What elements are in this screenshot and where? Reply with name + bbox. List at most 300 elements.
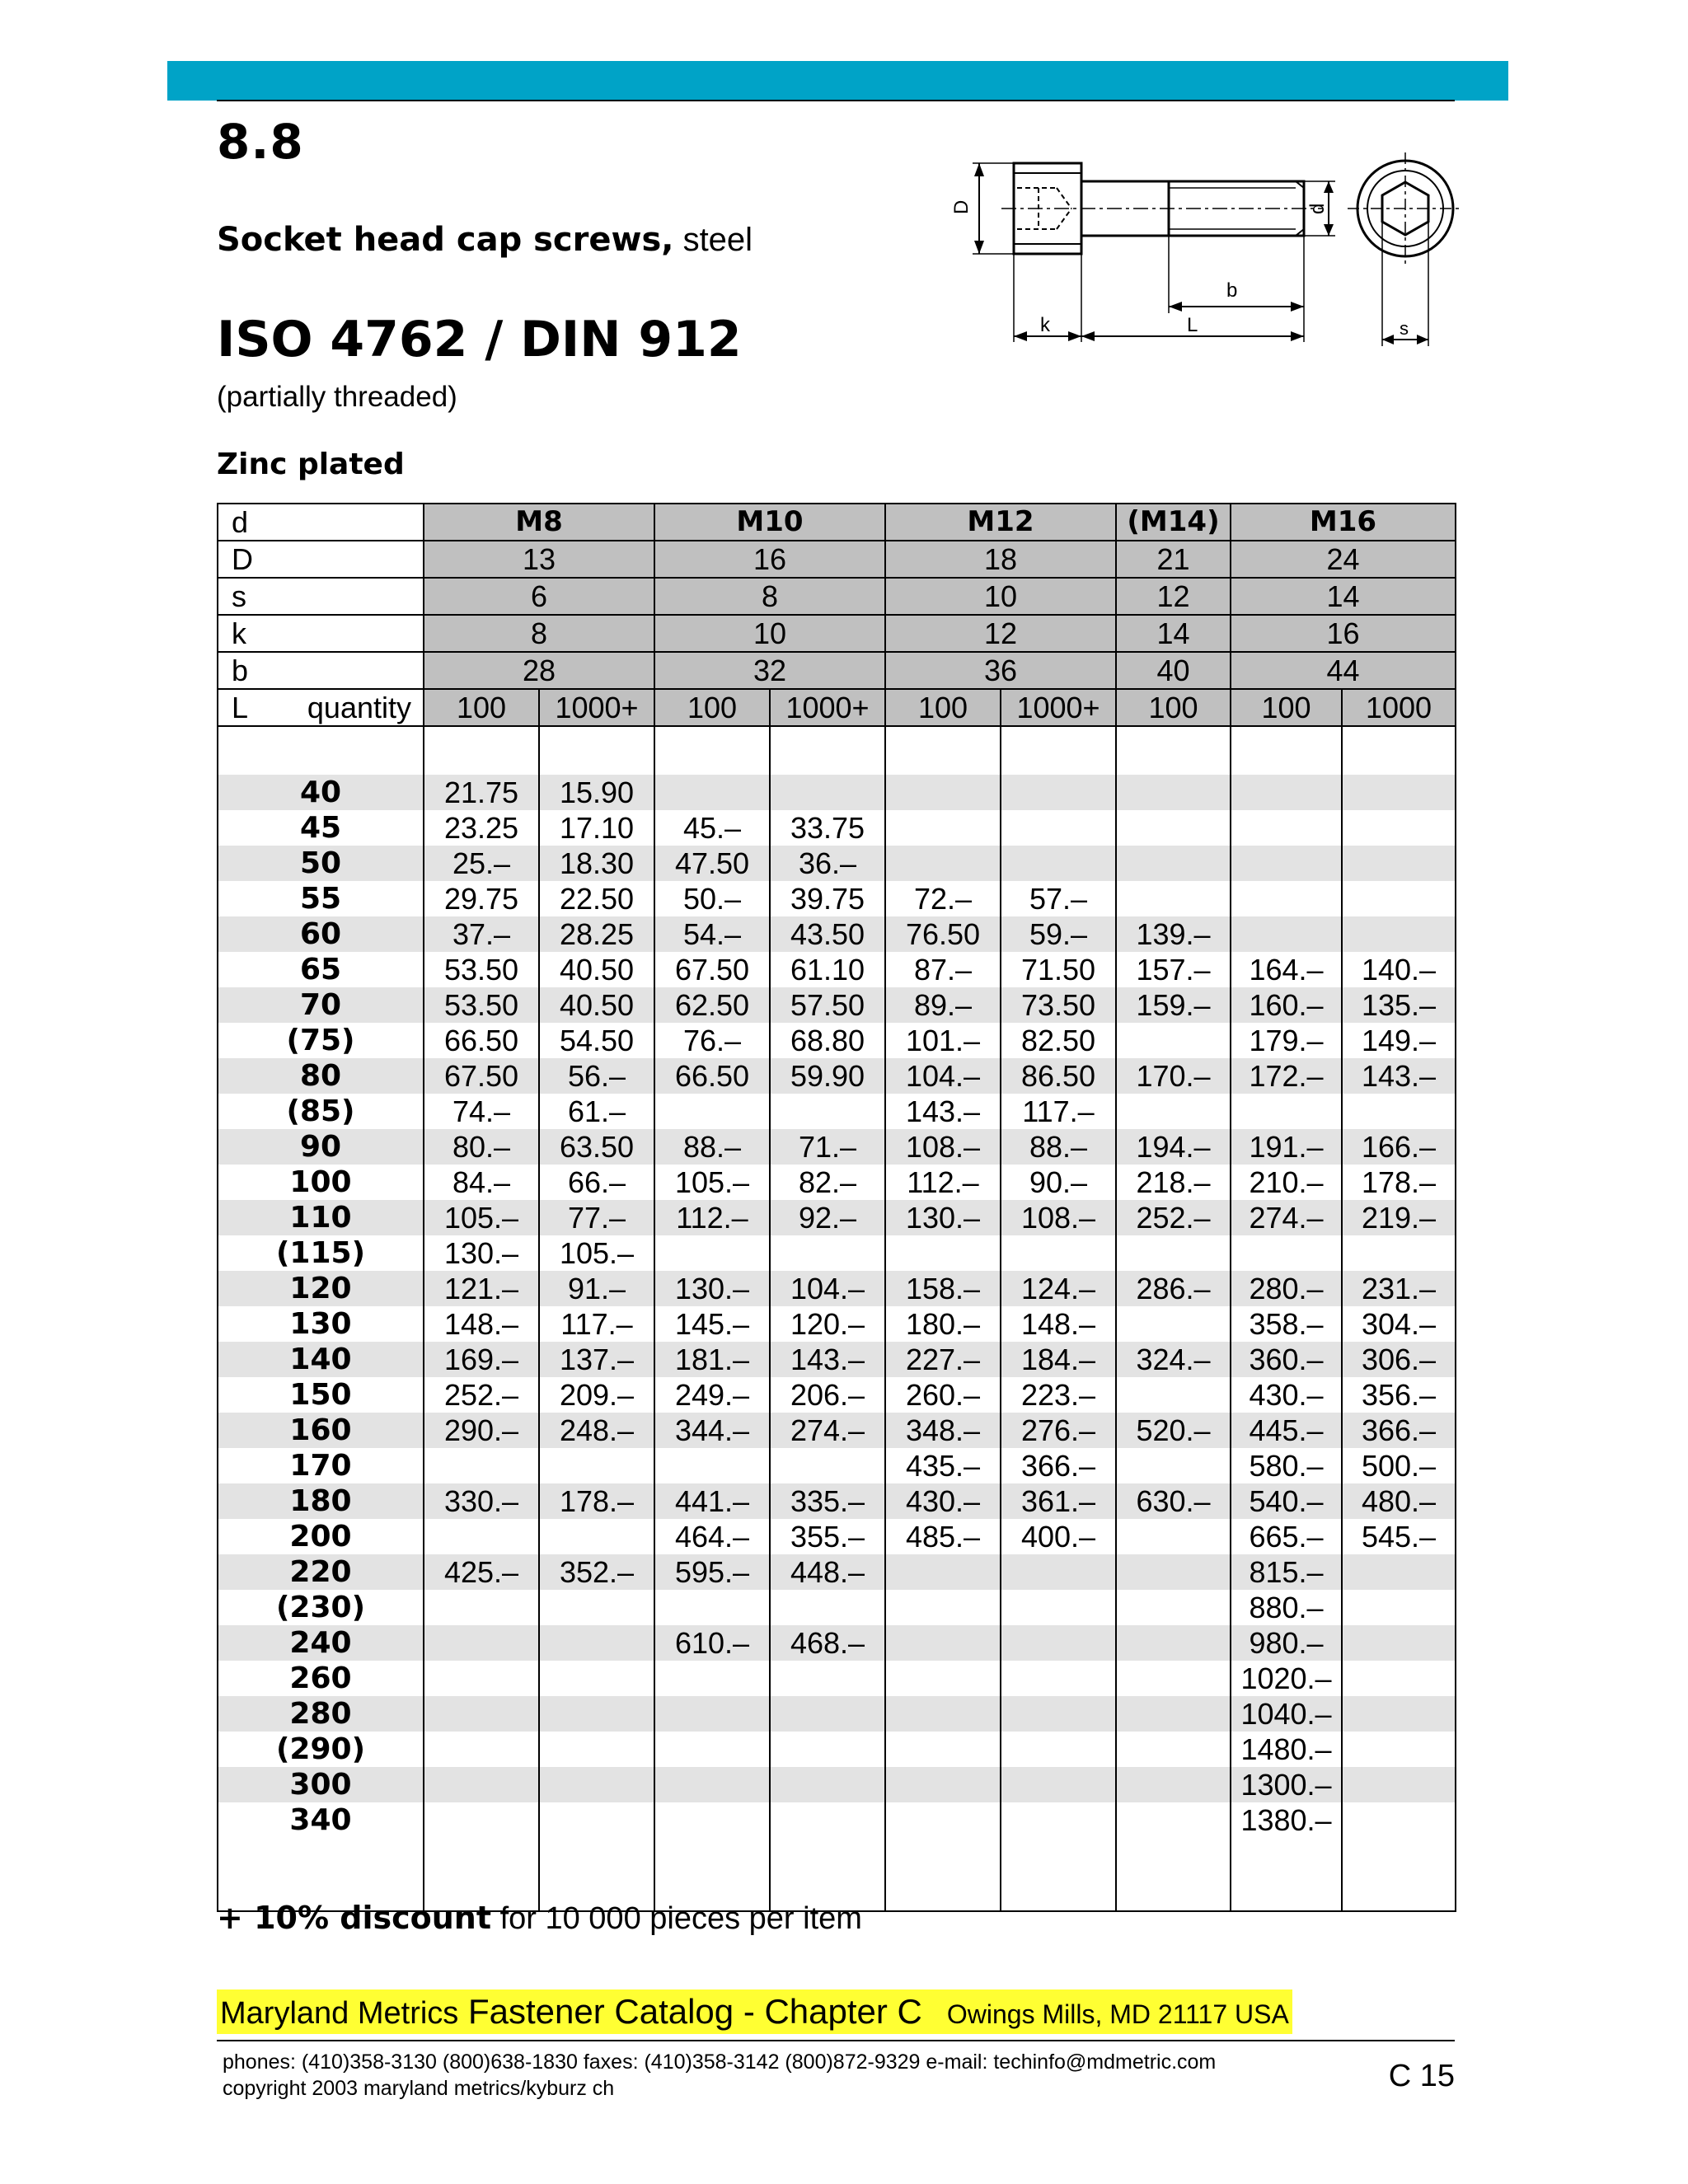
price-cell: 105.–	[654, 1165, 770, 1200]
length-cell: (75)	[218, 1023, 424, 1058]
table-row	[218, 1661, 1456, 1696]
price-cell	[1116, 1802, 1231, 1838]
price-cell: 520.–	[1116, 1413, 1231, 1448]
price-cell	[1116, 1306, 1231, 1342]
price-cell: 47.50	[654, 846, 770, 881]
price-cell: 77.–	[539, 1200, 654, 1235]
catalog-footer-banner	[217, 1990, 1292, 2034]
discount-note	[217, 1900, 862, 1937]
page-number: C 15	[1388, 2059, 1455, 2093]
price-cell: 180.–	[885, 1306, 1001, 1342]
price-cell	[654, 1094, 770, 1129]
price-cell: 179.–	[1231, 1023, 1342, 1058]
spec-value: 13	[424, 541, 654, 578]
price-cell: 580.–	[1231, 1448, 1342, 1483]
price-cell: 117.–	[1001, 1094, 1116, 1129]
price-cell: 880.–	[1231, 1590, 1342, 1625]
price-cell	[1342, 1625, 1456, 1661]
price-cell	[539, 1732, 654, 1767]
table-row	[218, 1448, 1456, 1483]
length-cell: 260	[218, 1661, 424, 1696]
price-cell: 62.50	[654, 987, 770, 1023]
price-cell	[1116, 1661, 1231, 1696]
price-cell	[654, 1802, 770, 1838]
length-price-table	[217, 727, 1456, 1912]
price-cell: 117.–	[539, 1306, 654, 1342]
price-cell	[885, 775, 1001, 810]
table-row	[218, 1165, 1456, 1200]
thread-note: (partially threaded)	[217, 381, 457, 413]
price-cell	[770, 1767, 885, 1802]
price-cell	[654, 1732, 770, 1767]
price-cell: 61.–	[539, 1094, 654, 1129]
price-cell: 159.–	[1116, 987, 1231, 1023]
price-cell	[1231, 916, 1342, 952]
price-cell: 37.–	[424, 916, 539, 952]
price-cell	[885, 1767, 1001, 1802]
price-cell	[654, 1696, 770, 1732]
price-cell: 120.–	[770, 1306, 885, 1342]
price-cell: 101.–	[885, 1023, 1001, 1058]
price-cell: 86.50	[1001, 1058, 1116, 1094]
table-row	[218, 881, 1456, 916]
price-cell: 149.–	[1342, 1023, 1456, 1058]
price-cell: 344.–	[654, 1413, 770, 1448]
price-cell: 425.–	[424, 1554, 539, 1590]
price-cell: 61.10	[770, 952, 885, 987]
spec-value: 10	[654, 615, 885, 652]
price-cell: 66.50	[424, 1023, 539, 1058]
price-cell: 137.–	[539, 1342, 654, 1377]
price-cell: 112.–	[654, 1200, 770, 1235]
price-cell	[1342, 1696, 1456, 1732]
price-cell: 139.–	[1116, 916, 1231, 952]
price-cell	[885, 1732, 1001, 1767]
price-cell: 82.50	[1001, 1023, 1116, 1058]
price-cell	[1231, 846, 1342, 881]
price-cell	[1342, 881, 1456, 916]
price-cell: 104.–	[770, 1271, 885, 1306]
spec-table	[217, 503, 1456, 727]
spec-value: 16	[654, 541, 885, 578]
length-cell: 140	[218, 1342, 424, 1377]
dim-label-k: k	[1040, 314, 1050, 336]
empty-cell	[770, 727, 885, 775]
price-cell	[1342, 1767, 1456, 1802]
price-cell: 330.–	[424, 1483, 539, 1519]
spec-value: 32	[654, 652, 885, 689]
price-cell: 485.–	[885, 1519, 1001, 1554]
price-cell	[1001, 1732, 1116, 1767]
price-cell: 63.50	[539, 1129, 654, 1165]
price-cell	[770, 1661, 885, 1696]
price-cell: 72.–	[885, 881, 1001, 916]
price-cell	[1342, 1554, 1456, 1590]
price-cell	[885, 1802, 1001, 1838]
price-cell: 400.–	[1001, 1519, 1116, 1554]
price-cell	[770, 775, 885, 810]
length-cell: (290)	[218, 1732, 424, 1767]
price-cell	[539, 1661, 654, 1696]
price-cell: 74.–	[424, 1094, 539, 1129]
price-cell: 464.–	[654, 1519, 770, 1554]
price-cell: 249.–	[654, 1377, 770, 1413]
table-row	[218, 1732, 1456, 1767]
price-cell: 43.50	[770, 916, 885, 952]
length-cell: 170	[218, 1448, 424, 1483]
price-cell	[1342, 775, 1456, 810]
price-cell	[1001, 846, 1116, 881]
price-cell: 223.–	[1001, 1377, 1116, 1413]
price-cell: 71.50	[1001, 952, 1116, 987]
length-cell: 240	[218, 1625, 424, 1661]
price-cell: 448.–	[770, 1554, 885, 1590]
price-cell: 366.–	[1001, 1448, 1116, 1483]
price-cell: 143.–	[770, 1342, 885, 1377]
empty-cell	[1116, 1838, 1231, 1911]
spec-value: 36	[885, 652, 1116, 689]
spec-value: 21	[1116, 541, 1231, 578]
table-row	[218, 1094, 1456, 1129]
price-cell: 274.–	[770, 1413, 885, 1448]
price-cell	[654, 1767, 770, 1802]
length-cell: 150	[218, 1377, 424, 1413]
price-cell: 441.–	[654, 1483, 770, 1519]
dim-label-s: s	[1400, 318, 1409, 339]
length-cell: 50	[218, 846, 424, 881]
price-cell	[885, 1696, 1001, 1732]
price-cell	[539, 1696, 654, 1732]
price-cell: 335.–	[770, 1483, 885, 1519]
price-cell	[1116, 1094, 1231, 1129]
quantity-tier: 100	[1231, 689, 1342, 726]
catalog-chapter: Fastener Catalog - Chapter C	[458, 1992, 922, 2031]
length-cell: 180	[218, 1483, 424, 1519]
price-cell: 169.–	[424, 1342, 539, 1377]
product-title-material: steel	[673, 222, 753, 258]
price-cell: 67.50	[654, 952, 770, 987]
price-cell: 54.–	[654, 916, 770, 952]
price-cell: 178.–	[1342, 1165, 1456, 1200]
price-cell: 595.–	[654, 1554, 770, 1590]
spec-value: 18	[885, 541, 1116, 578]
price-cell	[1116, 846, 1231, 881]
price-cell	[1116, 1625, 1231, 1661]
price-cell: 815.–	[1231, 1554, 1342, 1590]
price-cell: 445.–	[1231, 1413, 1342, 1448]
price-cell: 76.50	[885, 916, 1001, 952]
price-cell	[654, 1235, 770, 1271]
price-cell: 356.–	[1342, 1377, 1456, 1413]
length-cell: 80	[218, 1058, 424, 1094]
price-cell: 50.–	[654, 881, 770, 916]
spec-row	[218, 652, 1456, 689]
price-cell: 87.–	[885, 952, 1001, 987]
quantity-tier: 100	[654, 689, 770, 726]
price-cell: 290.–	[424, 1413, 539, 1448]
quantity-tier: 100	[885, 689, 1001, 726]
price-cell: 145.–	[654, 1306, 770, 1342]
price-cell: 210.–	[1231, 1165, 1342, 1200]
length-cell: 220	[218, 1554, 424, 1590]
price-cell: 84.–	[424, 1165, 539, 1200]
length-cell: 40	[218, 775, 424, 810]
price-cell	[885, 1661, 1001, 1696]
price-cell: 500.–	[1342, 1448, 1456, 1483]
spec-value: 6	[424, 578, 654, 615]
price-cell: 90.–	[1001, 1165, 1116, 1200]
price-cell	[1231, 881, 1342, 916]
spec-row-label: D	[218, 541, 424, 578]
contact-info	[223, 2049, 1216, 2102]
price-cell: 135.–	[1342, 987, 1456, 1023]
table-row	[218, 1235, 1456, 1271]
table-row	[218, 1023, 1456, 1058]
price-cell: 360.–	[1231, 1342, 1342, 1377]
spec-value: 14	[1116, 615, 1231, 652]
price-cell	[1001, 1235, 1116, 1271]
length-cell: 200	[218, 1519, 424, 1554]
product-title-bold: Socket head cap screws,	[217, 221, 674, 259]
length-cell: (115)	[218, 1235, 424, 1271]
price-cell: 545.–	[1342, 1519, 1456, 1554]
quantity-row-label	[218, 689, 424, 726]
price-cell	[1116, 1519, 1231, 1554]
price-cell	[1116, 1377, 1231, 1413]
price-cell: 1300.–	[1231, 1767, 1342, 1802]
price-cell	[424, 1590, 539, 1625]
empty-cell	[885, 1838, 1001, 1911]
price-cell	[770, 1590, 885, 1625]
price-cell: 286.–	[1116, 1271, 1231, 1306]
price-cell: 181.–	[654, 1342, 770, 1377]
price-cell	[1342, 1802, 1456, 1838]
finish-heading: Zinc plated	[217, 448, 405, 481]
table-row	[218, 1413, 1456, 1448]
price-cell: 67.50	[424, 1058, 539, 1094]
price-cell: 480.–	[1342, 1483, 1456, 1519]
price-cell	[1231, 1235, 1342, 1271]
price-cell	[770, 1696, 885, 1732]
price-cell: 148.–	[1001, 1306, 1116, 1342]
price-cell	[885, 810, 1001, 846]
price-cell	[770, 1235, 885, 1271]
price-cell	[1001, 1767, 1116, 1802]
quantity-tier: 1000+	[539, 689, 654, 726]
price-cell	[1116, 1554, 1231, 1590]
price-cell: 980.–	[1231, 1625, 1342, 1661]
table-row	[218, 1200, 1456, 1235]
price-cell: 89.–	[885, 987, 1001, 1023]
spec-value: 8	[654, 578, 885, 615]
price-cell: 172.–	[1231, 1058, 1342, 1094]
dim-label-D: D	[950, 199, 973, 214]
price-cell: 1020.–	[1231, 1661, 1342, 1696]
discount-amount: + 10% discount	[217, 1900, 492, 1936]
spec-row-label: d	[218, 504, 424, 541]
price-cell: 276.–	[1001, 1413, 1116, 1448]
price-cell: 29.75	[424, 881, 539, 916]
length-cell: 160	[218, 1413, 424, 1448]
price-cell	[1342, 846, 1456, 881]
price-cell: 130.–	[654, 1271, 770, 1306]
spec-value: 16	[1231, 615, 1456, 652]
contact-line: phones: (410)358-3130 (800)638-1830 faxes: (410)358-3142 (800)872-9329 e-mail: techinfo@mdmetric.com	[223, 2050, 1217, 2074]
table-row	[218, 952, 1456, 987]
price-cell: 157.–	[1116, 952, 1231, 987]
price-cell: 248.–	[539, 1413, 654, 1448]
price-cell: 104.–	[885, 1058, 1001, 1094]
price-cell: 355.–	[770, 1519, 885, 1554]
price-cell: 348.–	[885, 1413, 1001, 1448]
price-cell: 92.–	[770, 1200, 885, 1235]
price-cell: 218.–	[1116, 1165, 1231, 1200]
thread-size-header: M8	[424, 504, 654, 541]
price-cell: 1040.–	[1231, 1696, 1342, 1732]
empty-cell	[1001, 1838, 1116, 1911]
price-cell: 160.–	[1231, 987, 1342, 1023]
table-row	[218, 1554, 1456, 1590]
table-spacer-row	[218, 727, 1456, 775]
price-cell	[1116, 1023, 1231, 1058]
quantity-tier: 1000	[1342, 689, 1456, 726]
price-cell: 227.–	[885, 1342, 1001, 1377]
price-cell	[1001, 1661, 1116, 1696]
table-row	[218, 1271, 1456, 1306]
price-cell: 54.50	[539, 1023, 654, 1058]
price-cell: 306.–	[1342, 1342, 1456, 1377]
price-cell	[1231, 810, 1342, 846]
price-cell: 33.75	[770, 810, 885, 846]
table-row	[218, 1625, 1456, 1661]
table-row	[218, 846, 1456, 881]
price-cell: 66.–	[539, 1165, 654, 1200]
price-cell	[1342, 1235, 1456, 1271]
price-cell	[1342, 1732, 1456, 1767]
price-cell: 17.10	[539, 810, 654, 846]
length-cell: 120	[218, 1271, 424, 1306]
empty-cell	[539, 727, 654, 775]
empty-cell	[218, 727, 424, 775]
price-cell: 280.–	[1231, 1271, 1342, 1306]
price-cell: 206.–	[770, 1377, 885, 1413]
empty-cell	[1342, 727, 1456, 775]
price-cell: 1480.–	[1231, 1732, 1342, 1767]
price-cell	[770, 1802, 885, 1838]
price-cell	[1231, 775, 1342, 810]
price-cell: 430.–	[885, 1483, 1001, 1519]
price-cell	[770, 1448, 885, 1483]
price-cell: 361.–	[1001, 1483, 1116, 1519]
price-cell: 108.–	[885, 1129, 1001, 1165]
price-cell	[885, 1590, 1001, 1625]
empty-cell	[1116, 727, 1231, 775]
price-cell: 91.–	[539, 1271, 654, 1306]
length-cell: 100	[218, 1165, 424, 1200]
price-cell	[885, 1554, 1001, 1590]
quantity-label: quantity	[307, 691, 411, 724]
length-cell: (230)	[218, 1590, 424, 1625]
price-cell	[1116, 1235, 1231, 1271]
price-cell: 39.75	[770, 881, 885, 916]
header-accent-bar	[167, 61, 1508, 101]
spec-row	[218, 541, 1456, 578]
price-cell: 1380.–	[1231, 1802, 1342, 1838]
length-label: L	[232, 691, 249, 724]
price-cell	[539, 1519, 654, 1554]
price-cell: 112.–	[885, 1165, 1001, 1200]
price-cell	[424, 1519, 539, 1554]
price-cell: 540.–	[1231, 1483, 1342, 1519]
price-cell: 358.–	[1231, 1306, 1342, 1342]
price-cell	[1001, 1590, 1116, 1625]
spec-value: 14	[1231, 578, 1456, 615]
table-row	[218, 1767, 1456, 1802]
table-row	[218, 1696, 1456, 1732]
price-cell: 88.–	[1001, 1129, 1116, 1165]
price-cell: 610.–	[654, 1625, 770, 1661]
quantity-tier: 1000+	[1001, 689, 1116, 726]
length-cell: 130	[218, 1306, 424, 1342]
price-cell: 352.–	[539, 1554, 654, 1590]
table-row	[218, 810, 1456, 846]
price-cell: 260.–	[885, 1377, 1001, 1413]
price-cell: 36.–	[770, 846, 885, 881]
length-cell: 340	[218, 1802, 424, 1838]
table-row	[218, 916, 1456, 952]
price-cell	[539, 1590, 654, 1625]
price-cell: 630.–	[1116, 1483, 1231, 1519]
dim-label-b: b	[1226, 279, 1238, 302]
price-cell	[424, 1625, 539, 1661]
price-cell: 219.–	[1342, 1200, 1456, 1235]
table-row	[218, 1483, 1456, 1519]
price-cell: 178.–	[539, 1483, 654, 1519]
price-cell: 164.–	[1231, 952, 1342, 987]
price-cell: 56.–	[539, 1058, 654, 1094]
price-cell	[1342, 916, 1456, 952]
length-cell: 60	[218, 916, 424, 952]
length-cell: 45	[218, 810, 424, 846]
price-cell	[539, 1625, 654, 1661]
screw-dimension-diagram	[950, 148, 1467, 354]
price-cell: 430.–	[1231, 1377, 1342, 1413]
price-cell: 15.90	[539, 775, 654, 810]
spec-value: 12	[1116, 578, 1231, 615]
length-cell: 70	[218, 987, 424, 1023]
price-cell: 88.–	[654, 1129, 770, 1165]
spec-row	[218, 578, 1456, 615]
price-cell: 53.50	[424, 952, 539, 987]
property-class: 8.8	[217, 114, 304, 170]
standard-title: ISO 4762 / DIN 912	[217, 311, 742, 368]
thread-size-header: (M14)	[1116, 504, 1231, 541]
length-cell: (85)	[218, 1094, 424, 1129]
price-cell: 68.80	[770, 1023, 885, 1058]
price-cell: 66.50	[654, 1058, 770, 1094]
price-cell: 191.–	[1231, 1129, 1342, 1165]
length-cell: 65	[218, 952, 424, 987]
price-cell	[1231, 1094, 1342, 1129]
price-cell	[1116, 775, 1231, 810]
empty-cell	[654, 727, 770, 775]
product-title	[217, 221, 753, 259]
empty-cell	[1231, 1838, 1342, 1911]
price-cell: 21.75	[424, 775, 539, 810]
price-cell	[654, 1448, 770, 1483]
thread-size-header: M16	[1231, 504, 1456, 541]
price-cell	[1001, 1554, 1116, 1590]
